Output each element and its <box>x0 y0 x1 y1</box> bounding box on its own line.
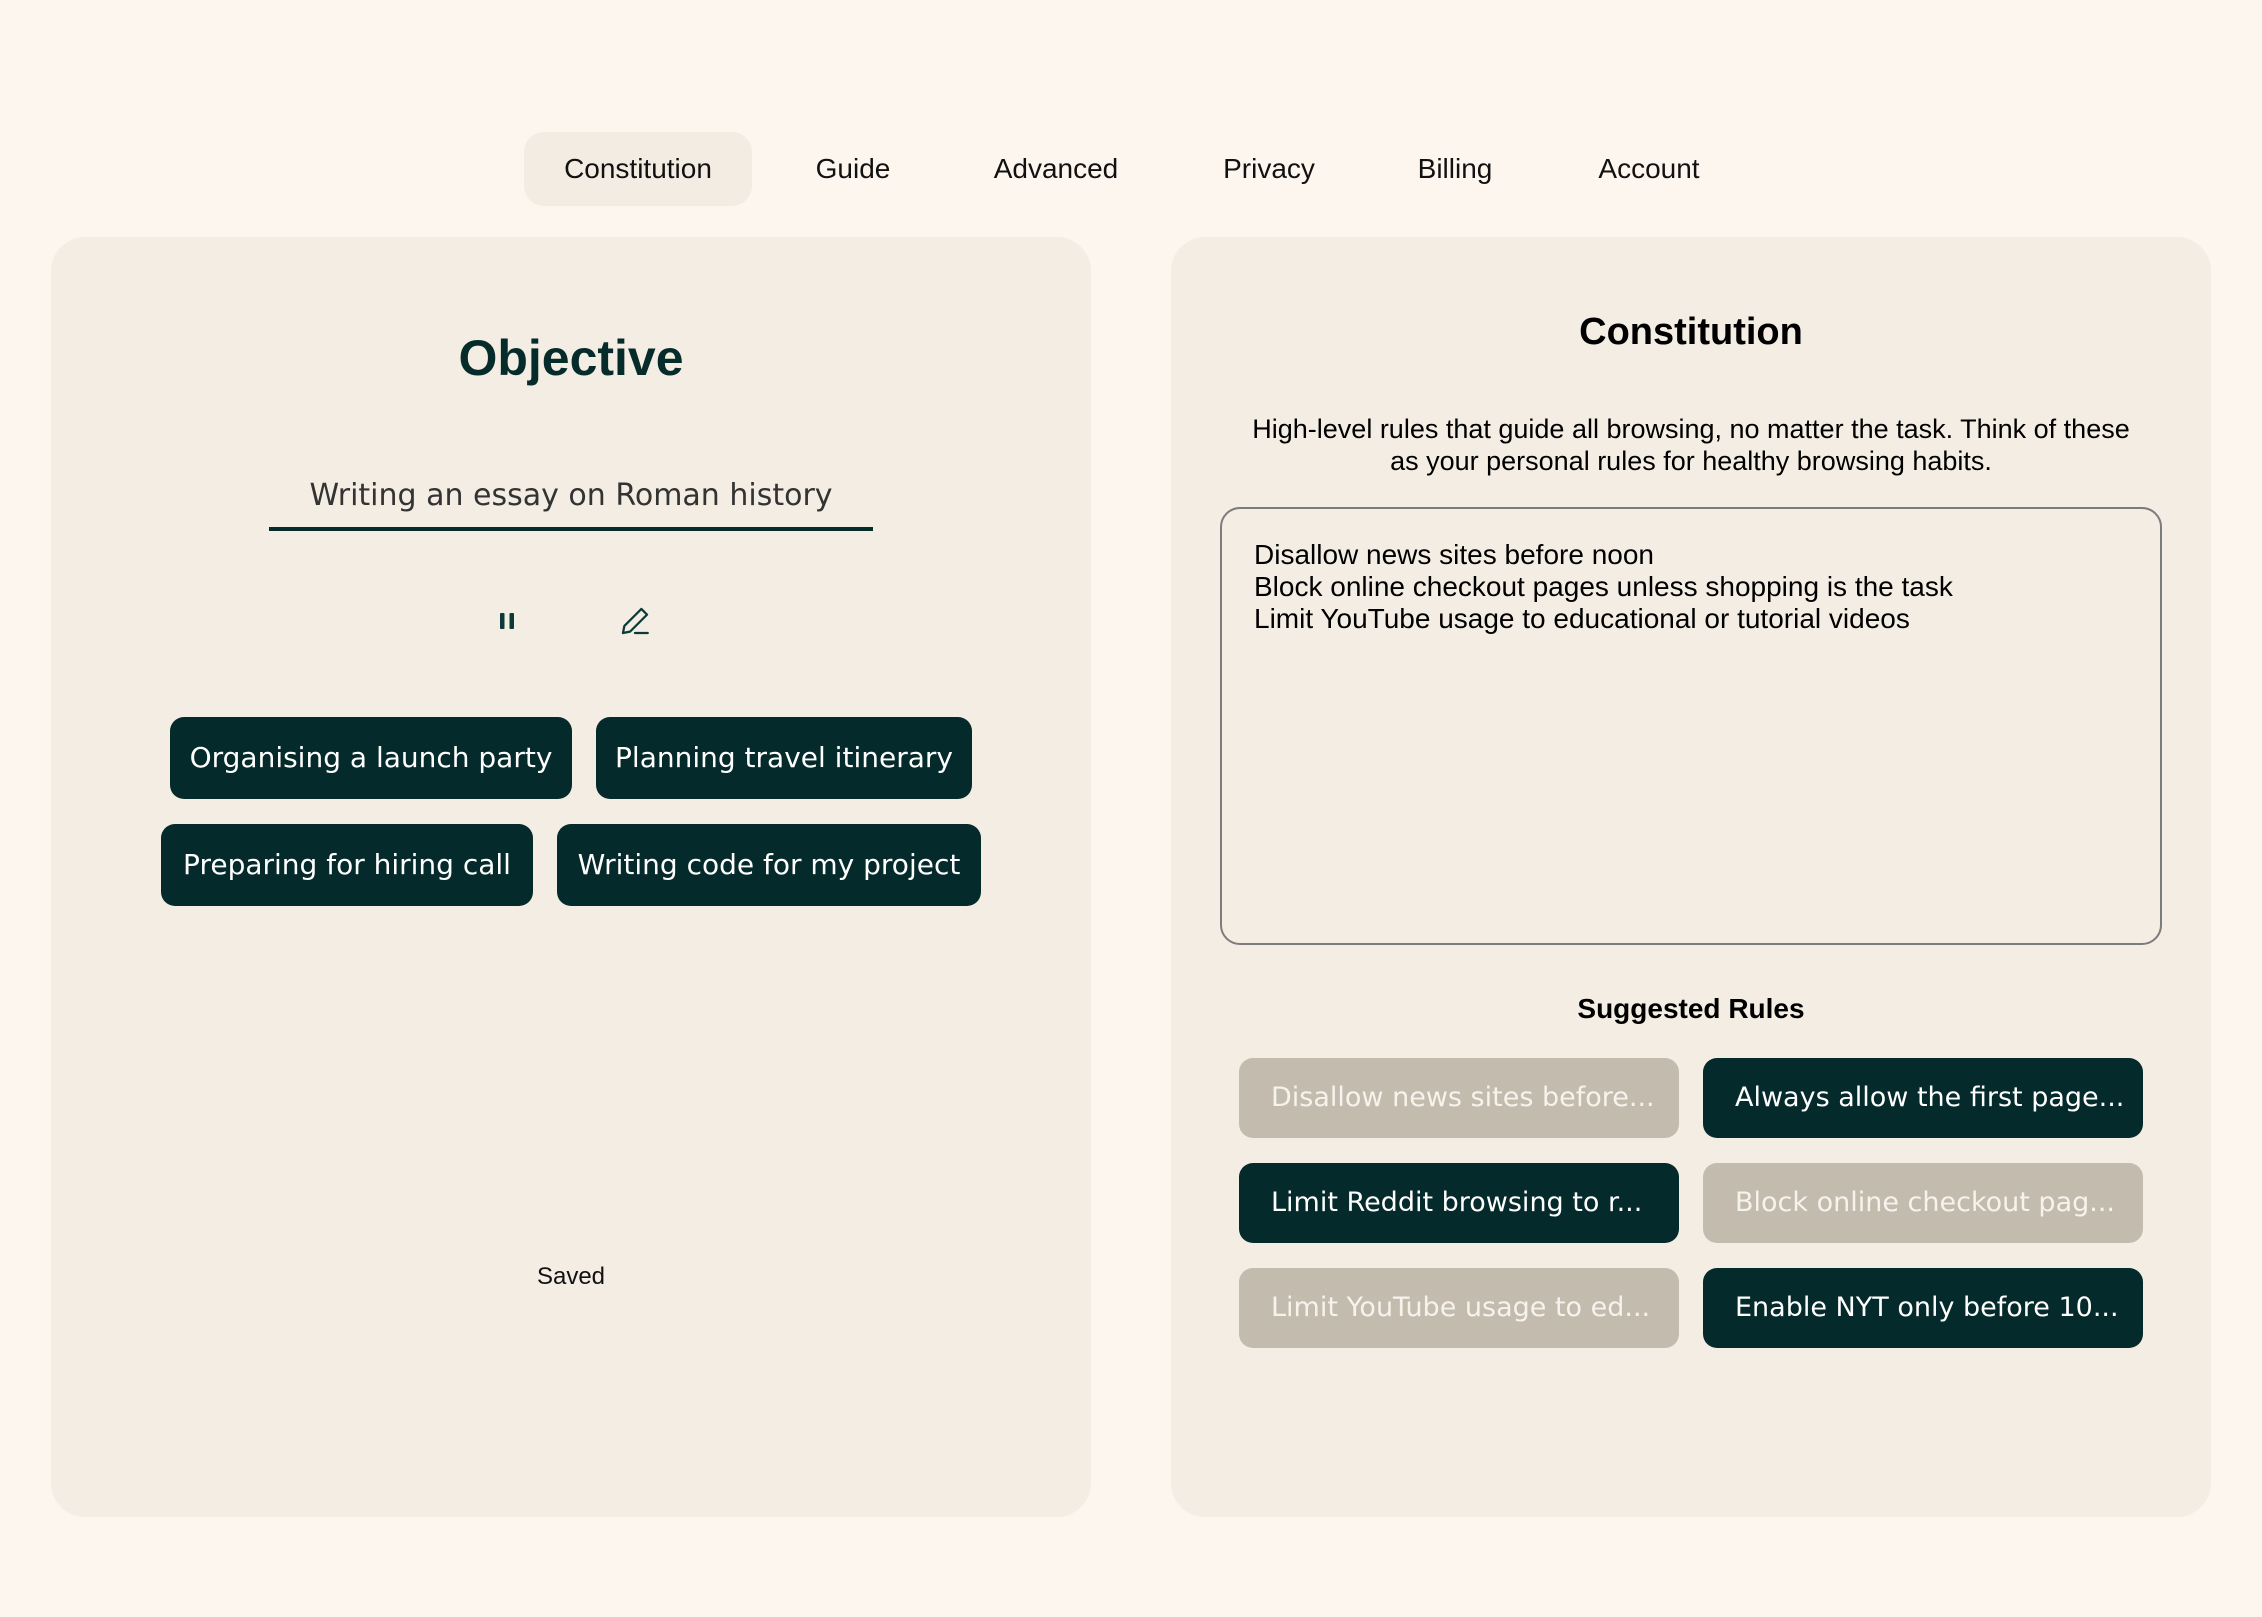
pause-icon <box>495 609 519 633</box>
tab-billing[interactable]: Billing <box>1417 153 1493 184</box>
suggested-rules-title: Suggested Rules <box>1577 993 1805 1024</box>
rule-line: Block online checkout pages unless shopping is the task <box>1254 571 1953 602</box>
rule-line: Limit YouTube usage to educational or tutorial videos <box>1254 603 1910 634</box>
objective-title: Objective <box>458 330 684 386</box>
tab-account[interactable]: Account <box>1598 153 1700 184</box>
tab-guide[interactable]: Guide <box>815 153 891 184</box>
rule-line: Disallow news sites before noon <box>1254 539 1654 570</box>
suggested-rule-chip[interactable]: Disallow news sites before... <box>1239 1058 1679 1138</box>
objective-field <box>269 467 873 531</box>
tab-privacy[interactable]: Privacy <box>1223 153 1315 184</box>
suggested-rule-chip[interactable]: Always allow the first page... <box>1703 1058 2143 1138</box>
top-nav <box>0 132 2262 206</box>
pause-button[interactable] <box>485 599 529 643</box>
constitution-description: High-level rules that guide all browsing, no matter the task. Think of these as your personal rules for healthy browsing habits. <box>1252 414 2130 476</box>
tab-constitution[interactable]: Constitution <box>524 132 752 206</box>
objective-suggestion-chip[interactable]: Preparing for hiring call <box>161 824 533 906</box>
suggested-rule-chip[interactable]: Block online checkout pag... <box>1703 1163 2143 1243</box>
suggested-rule-chip[interactable]: Limit YouTube usage to ed... <box>1239 1268 1679 1348</box>
objective-input[interactable] <box>269 467 873 523</box>
edit-button[interactable] <box>613 599 657 643</box>
objective-suggestion-chip[interactable]: Organising a launch party <box>170 717 572 799</box>
constitution-panel <box>1171 237 2211 1517</box>
objective-panel <box>51 237 1091 1517</box>
constitution-title: Constitution <box>1579 311 1803 353</box>
tab-advanced[interactable]: Advanced <box>993 153 1119 184</box>
objective-suggestion-chip[interactable]: Planning travel itinerary <box>596 717 972 799</box>
rules-textarea[interactable] <box>1220 507 2162 945</box>
objective-suggestion-chip[interactable]: Writing code for my project <box>557 824 981 906</box>
pencil-icon <box>618 604 652 638</box>
suggested-rule-chip[interactable]: Enable NYT only before 10... <box>1703 1268 2143 1348</box>
save-status: Saved <box>536 1263 606 1290</box>
suggested-rule-chip[interactable]: Limit Reddit browsing to r... <box>1239 1163 1679 1243</box>
